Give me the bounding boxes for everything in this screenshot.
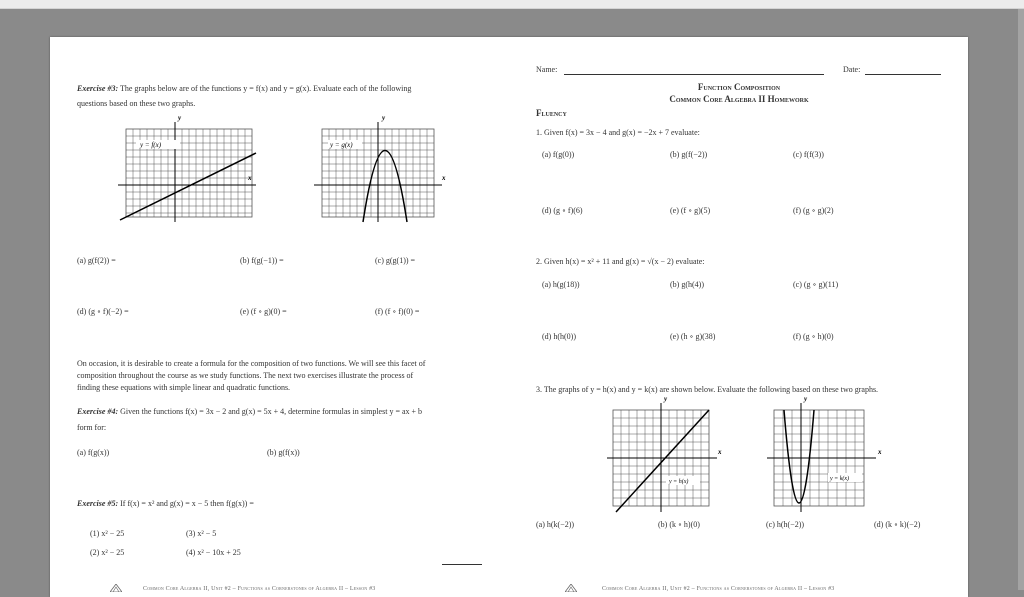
section-fluency: Fluency — [536, 108, 567, 118]
q2-part-d: (d) h(h(0)) — [542, 332, 576, 341]
ex5-choice-2: (2) x² − 25 — [90, 548, 125, 557]
ex4-part-a: (a) f(g(x)) — [77, 448, 110, 457]
date-label: Date: — [843, 65, 861, 74]
graph-h — [604, 396, 728, 516]
q2-part-f: (f) (g ∘ h)(0) — [793, 332, 834, 341]
ex3-text-line1: Exercise #3: The graphs below are of the functions y = f(x) and y = g(x). Evaluate each of the following — [77, 84, 412, 93]
date-input-line[interactable] — [865, 74, 941, 75]
footer-left: Common Core Algebra II, Unit #2 – Functions as Cornerstones of Algebra II – Lesson #3 — [143, 586, 376, 592]
q1-part-f: (f) (g ∘ g)(2) — [793, 206, 834, 215]
graph-f — [118, 114, 258, 224]
svg-text:x: x — [878, 448, 882, 456]
vertical-scrollbar[interactable] — [1018, 9, 1024, 590]
ex4-title: Exercise #4: — [77, 407, 119, 416]
ex5-answer-line — [442, 564, 482, 565]
q1-part-d: (d) (g ∘ f)(6) — [542, 206, 583, 215]
svg-text:x: x — [718, 448, 722, 456]
svg-text:y: y — [804, 396, 808, 403]
pyramid-logo-icon — [110, 584, 122, 592]
name-label: Name: — [536, 65, 558, 74]
ex4-part-b: (b) g(f(x)) — [267, 448, 300, 457]
graph-g — [312, 114, 452, 224]
ex4-text-line2: form for: — [77, 423, 107, 432]
ex3-part-e: (e) (f ∘ g)(0) = — [240, 307, 287, 316]
q2-part-c: (c) (g ∘ g)(11) — [793, 280, 839, 289]
q3-part-d: (d) (k ∘ k)(−2) — [874, 520, 921, 529]
q1-part-e: (e) (f ∘ g)(5) — [670, 206, 711, 215]
viewer-toolbar — [0, 0, 1024, 9]
graph-k-parabola — [784, 410, 814, 503]
q2-prompt: 2. Given h(x) = x² + 11 and g(x) = √(x − 2) evaluate: — [536, 257, 705, 266]
ex4-text-line1: Exercise #4: Given the functions f(x) = 3x − 2 and g(x) = 5x + 4, determine formulas in simplest y = ax + b — [77, 407, 423, 416]
svg-text:y: y — [664, 396, 668, 403]
graph-h-line — [616, 410, 709, 512]
graph-k — [764, 396, 894, 516]
intro-line3: finding these equations with simple linear and quadratic functions. — [77, 383, 291, 392]
q1-part-a: (a) f(g(0)) — [542, 150, 575, 159]
ex3-part-d: (d) (g ∘ f)(−2) = — [77, 307, 129, 316]
ex3-title: Exercise #3: — [77, 84, 119, 93]
q3-prompt: 3. The graphs of y = h(x) and y = k(x) are shown below. Evaluate the following based on these two graphs. — [536, 385, 879, 394]
graph-f-label: y = f(x) — [140, 141, 162, 149]
ex3-part-b: (b) f(g(−1)) = — [240, 256, 284, 265]
q1-part-c: (c) f(f(3)) — [793, 150, 824, 159]
q3-part-a: (a) h(k(−2)) — [536, 520, 575, 529]
q1-prompt: 1. Given f(x) = 3x − 4 and g(x) = −2x + 7 evaluate: — [536, 128, 700, 137]
pyramid-logo-icon — [565, 584, 577, 592]
ex3-text-line2: questions based on these two graphs. — [77, 99, 196, 108]
ex5-text: Exercise #5: If f(x) = x² and g(x) = x − 5 then f(g(x)) = — [77, 499, 254, 508]
graph-k-label: y = k(x) — [830, 476, 850, 482]
intro-line2: composition throughout the course as we study functions. The next two exercises illustrate the process of — [77, 371, 414, 380]
svg-text:y: y — [382, 114, 386, 122]
q3-part-b: (b) (k ∘ h)(0) — [658, 520, 700, 529]
svg-text:x: x — [442, 174, 446, 182]
graph-f-line — [120, 153, 256, 220]
name-input-line[interactable] — [564, 74, 824, 75]
graph-g-label: y = g(x) — [330, 141, 353, 149]
q3-part-c: (c) h(h(−2)) — [766, 520, 805, 529]
page-title: Function Composition — [697, 82, 781, 92]
svg-text:y: y — [178, 114, 182, 122]
q2-part-e: (e) (h ∘ g)(38) — [670, 332, 716, 341]
ex5-choice-3: (3) x² − 5 — [186, 529, 217, 538]
intro-line1: On occasion, it is desirable to create a formula for the composition of two functions. We will see this facet of — [77, 359, 426, 368]
q2-part-b: (b) g(h(4)) — [670, 280, 704, 289]
svg-text:x: x — [248, 174, 252, 182]
ex5-title: Exercise #5: — [77, 499, 119, 508]
ex3-part-c: (c) g(g(1)) = — [375, 256, 416, 265]
ex5-choice-4: (4) x² − 10x + 25 — [186, 548, 241, 557]
footer-right: Common Core Algebra II, Unit #2 – Functions as Cornerstones of Algebra II – Lesson #3 — [602, 586, 835, 592]
page-subtitle: Common Core Algebra II Homework — [669, 94, 809, 104]
ex3-part-a: (a) g(f(2)) = — [77, 256, 116, 265]
ex3-part-f: (f) (f ∘ f)(0) = — [375, 307, 420, 316]
graph-h-label: y = h(x) — [669, 479, 689, 485]
ex5-choice-1: (1) x² − 25 — [90, 529, 125, 538]
q2-part-a: (a) h(g(18)) — [542, 280, 580, 289]
worksheet-page — [50, 37, 968, 597]
q1-part-b: (b) g(f(−2)) — [670, 150, 708, 159]
